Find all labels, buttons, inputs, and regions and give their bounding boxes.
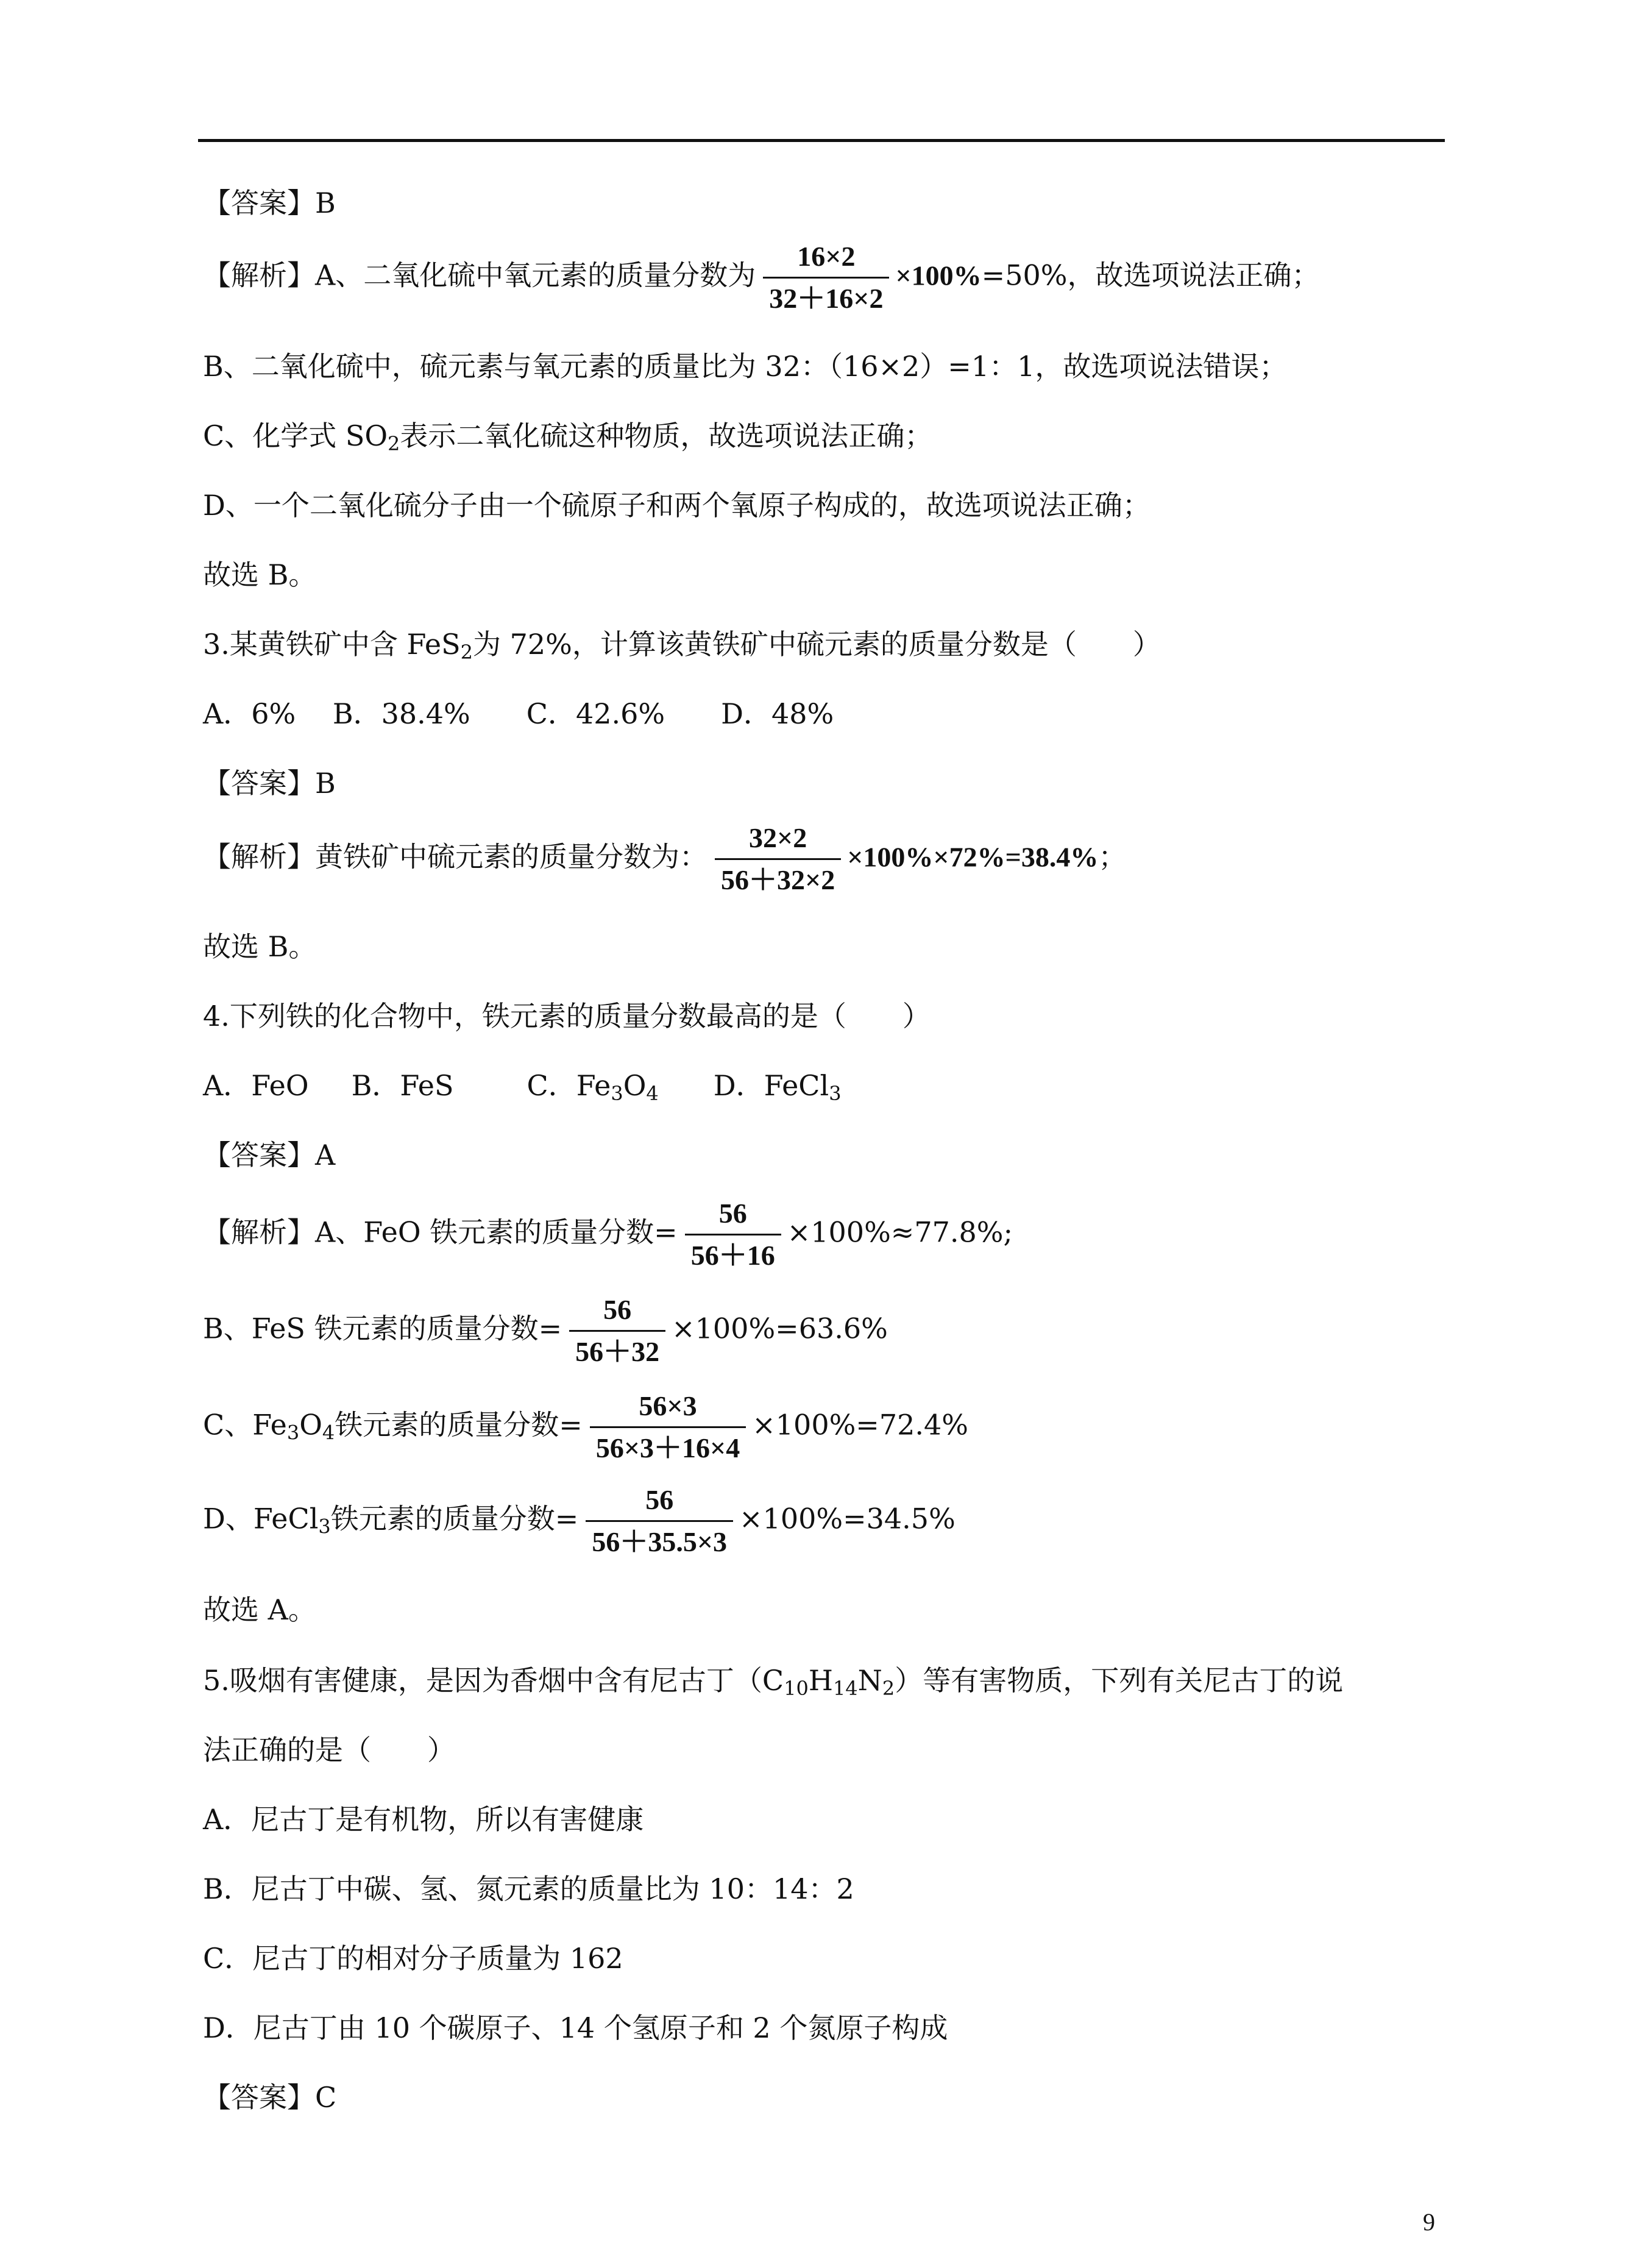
answer-label: 【答案】B <box>203 187 336 219</box>
fraction: $\frac{16\times 2}{32+16\times 2}$ <box>763 243 889 313</box>
header-rule <box>198 139 1445 142</box>
question-5-option-c: C．尼古丁的相对分子质量为 162 <box>203 1942 623 1975</box>
analysis-line: D、FeCl$_3$铁元素的质量分数= $\frac{56}{56+35.5\times 3}$ ×100%=34.5% <box>203 1484 956 1557</box>
answer-label: 【答案】A <box>203 1139 336 1171</box>
fraction: $\frac{56}{56+32}$ <box>569 1296 665 1366</box>
fraction: $\frac{56}{56+16}$ <box>685 1200 781 1270</box>
question-3: 3.某黄铁矿中含 FeS$_2$为 72%，计算该黄铁矿中硫元素的质量分数是（ ） <box>203 628 1161 664</box>
conclusion: 故选 B。 <box>203 930 317 963</box>
fraction: $\frac{32\times 2}{56+32\times 2}$ <box>715 824 841 894</box>
question-5-option-a: A．尼古丁是有机物，所以有害健康 <box>203 1803 644 1836</box>
question-3-options: A．6% B．38.4% C．42.6% D．48% <box>203 697 834 730</box>
conclusion: 故选 A。 <box>203 1593 316 1626</box>
question-4: 4.下列铁的化合物中，铁元素的质量分数最高的是（ ） <box>203 1000 931 1033</box>
conclusion: 故选 B。 <box>203 558 317 591</box>
fraction: $\frac{56\times 3}{56\times 3+16\times 4}$ <box>590 1392 746 1462</box>
question-5-line2: 法正确的是（ ） <box>203 1733 455 1766</box>
analysis-line: B、FeS 铁元素的质量分数= $\frac{56}{56+32}$ ×100%=63.6% <box>203 1294 888 1367</box>
analysis-line: D、一个二氧化硫分子由一个硫原子和两个氧原子构成的，故选项说法正确； <box>203 489 1150 522</box>
analysis-line: 【解析】A、FeO 铁元素的质量分数= $\frac{56}{56+16}$ ×100%≈77.8%; <box>203 1198 1013 1271</box>
analysis-line: 【解析】黄铁矿中硫元素的质量分数为： $\frac{32\times 2}{56+32\times 2}$ ×100%×72%=38.4%； <box>203 822 1127 895</box>
analysis-line: C、化学式 $SO_2$表示二氧化硫这种物质，故选项说法正确； <box>203 419 933 455</box>
page-number: 9 <box>1423 2208 1435 2236</box>
fraction: $\frac{56}{56+35.5\times 3}$ <box>586 1486 733 1556</box>
analysis-line: 【解析】A、二氧化硫中氧元素的质量分数为 $\frac{16\times 2}{32+16\times 2}$ ×100%=50%，故选项说法正确； <box>203 241 1320 314</box>
analysis-line: C、$Fe_3O_4$铁元素的质量分数= $\frac{56\times 3}{56\times 3+16\times 4}$ ×100%=72.4% <box>203 1390 968 1463</box>
question-5-option-d: D．尼古丁由 10 个碳原子、14 个氢原子和 2 个氮原子构成 <box>203 2011 948 2044</box>
analysis-line: B、二氧化硫中，硫元素与氧元素的质量比为 32：（16×2）=1：1，故选项说法错误； <box>203 350 1288 383</box>
question-5-option-b: B．尼古丁中碳、氢、氮元素的质量比为 10：14：2 <box>203 1872 854 1905</box>
answer-label: 【答案】C <box>203 2081 337 2114</box>
question-5: 5.吸烟有害健康，是因为香烟中含有尼古丁$(C_{10}H_{14}N_2)$等有害物质，下列有关尼古丁的说 <box>203 1664 1344 1700</box>
answer-label: 【答案】B <box>203 767 336 800</box>
question-4-options: A．FeO B．FeS C．$Fe_3O_4$ D．FeCl$_3$ <box>203 1069 842 1105</box>
